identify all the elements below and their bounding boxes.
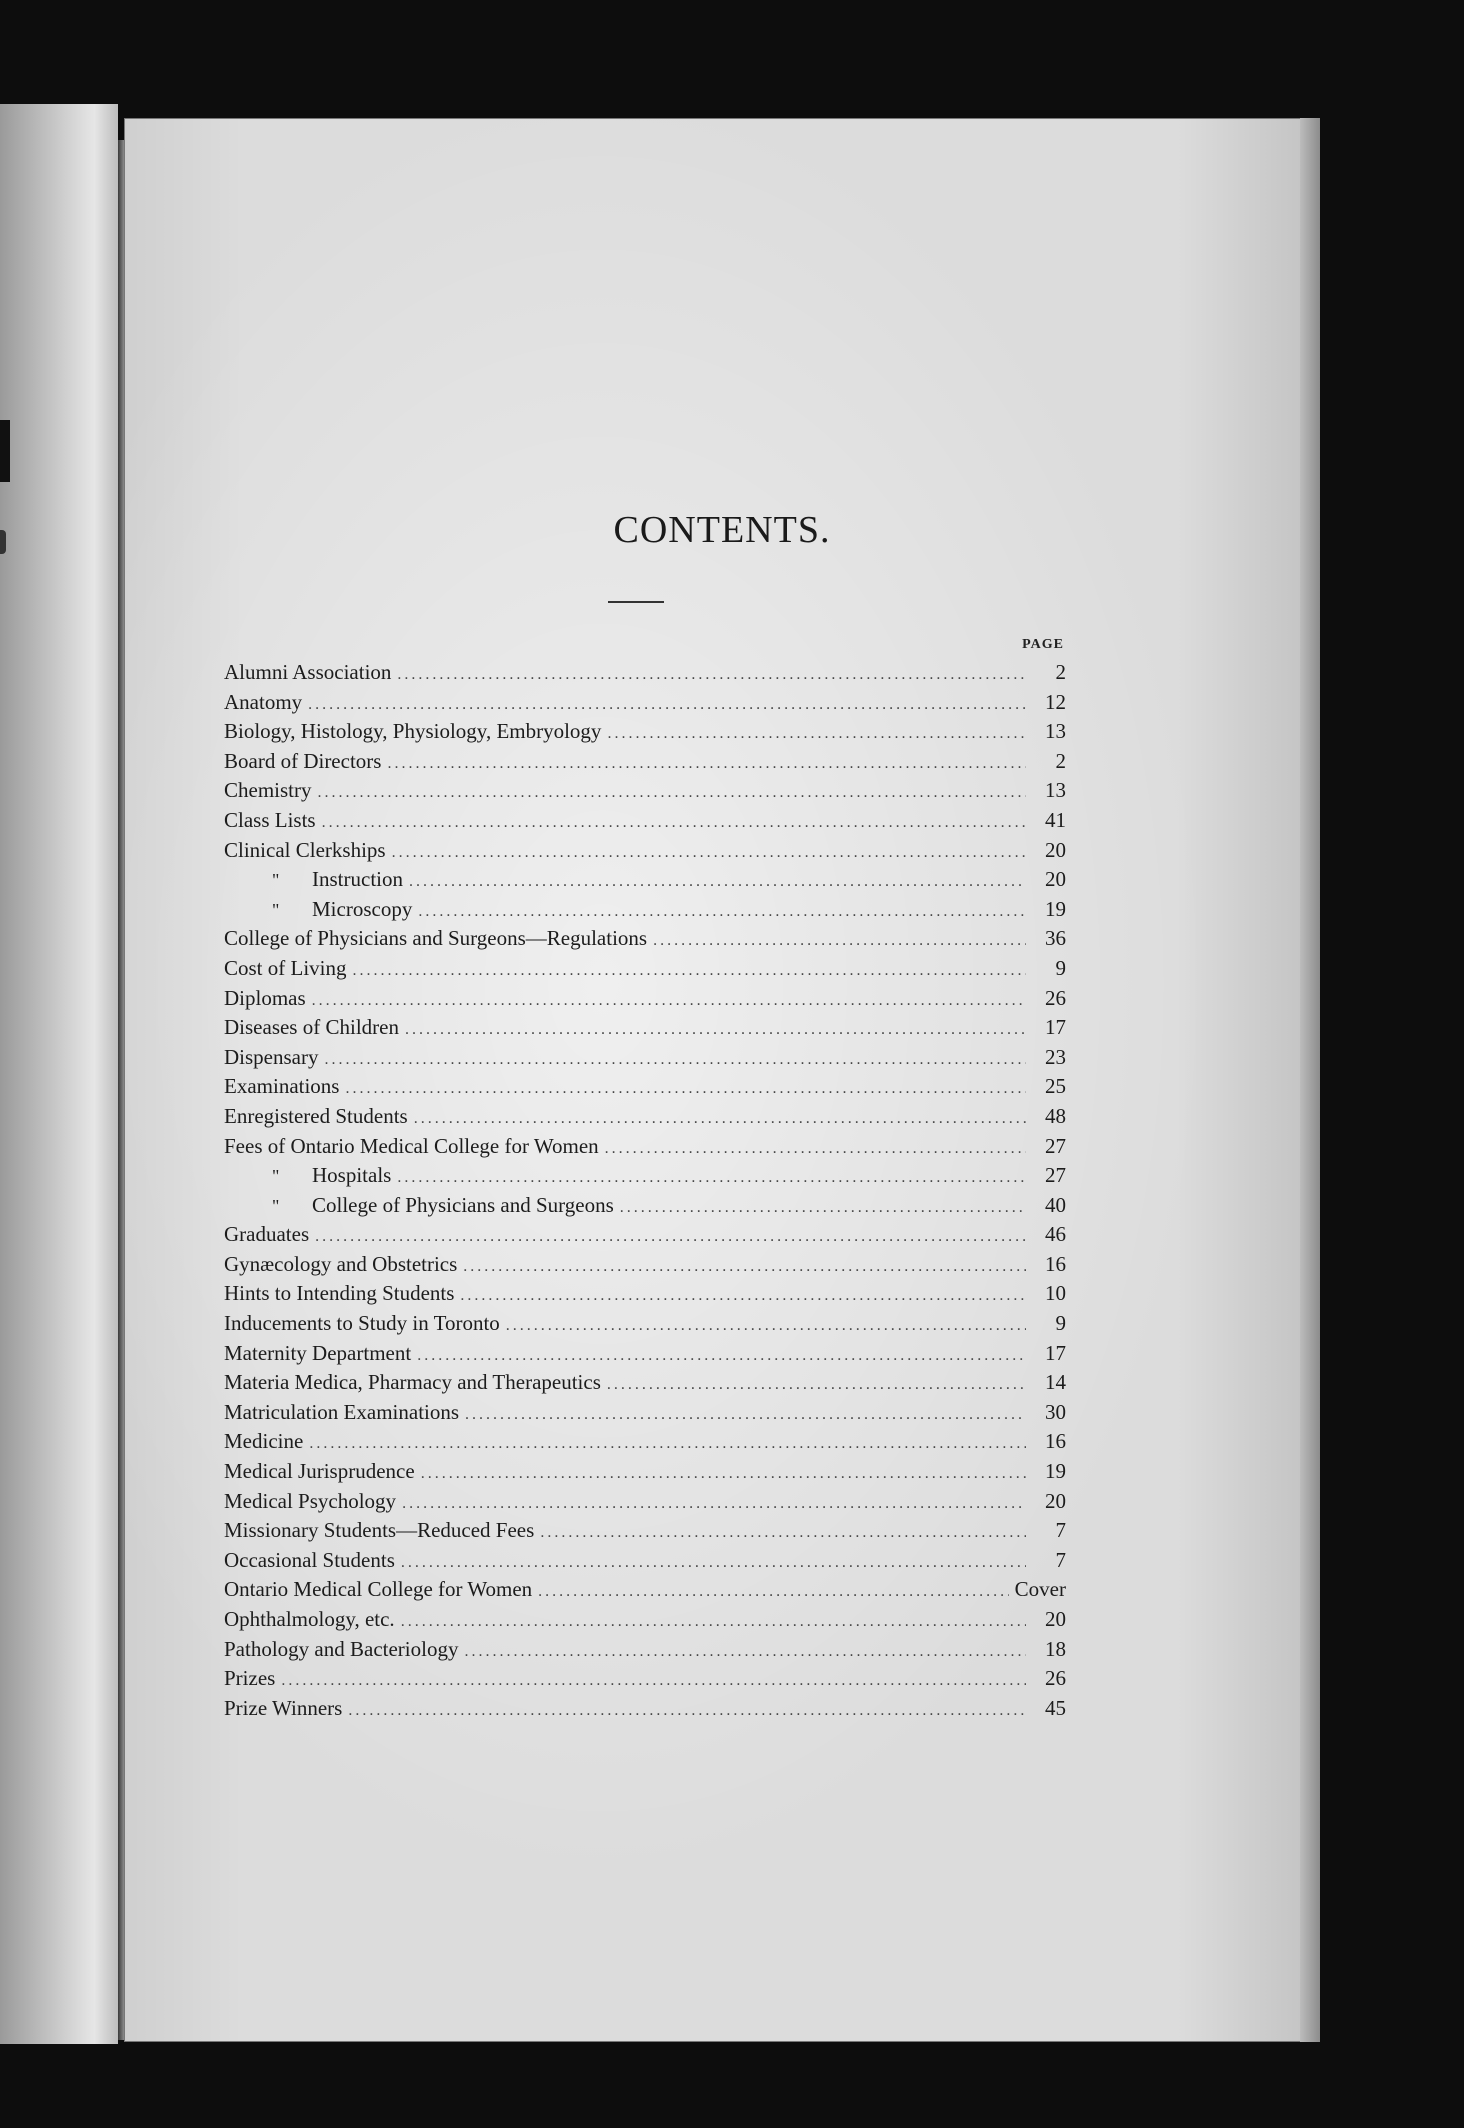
dot-leader: [421, 1465, 1026, 1483]
toc-entry-page: 17: [1045, 1340, 1066, 1365]
toc-entry: [224, 1577, 1066, 1607]
dot-leader: [309, 1435, 1026, 1453]
toc-entry-text: Medical Jurisprudence: [224, 1459, 415, 1484]
toc-entry-label: [224, 1696, 342, 1721]
toc-entry-label: [224, 1548, 395, 1573]
dot-leader: [607, 725, 1026, 743]
dot-leader: [405, 1021, 1026, 1039]
toc-entry-text: Enregistered Students: [224, 1103, 408, 1128]
toc-entry: [224, 1193, 1066, 1223]
toc-entry-text: Hints to Intending Students: [224, 1281, 455, 1306]
page-title: CONTENTS.: [613, 509, 831, 551]
dot-leader: [414, 1110, 1026, 1128]
toc-entry-label: [224, 1281, 454, 1306]
toc-entry-label: [224, 778, 312, 803]
toc-entry-label: [224, 1666, 275, 1691]
toc-entry: [224, 1015, 1066, 1045]
dot-leader: [324, 1051, 1026, 1069]
toc-entry-label: [224, 719, 601, 744]
toc-entry: [224, 1607, 1066, 1637]
toc-entry: [224, 926, 1066, 956]
toc-entry-text: Fees of Ontario Medical College for Women: [224, 1133, 599, 1158]
toc-entry: [224, 1429, 1066, 1459]
toc-entry-text: Missionary Students—Reduced Fees: [224, 1518, 535, 1543]
dot-leader: [418, 903, 1026, 921]
dot-leader: [653, 932, 1026, 950]
toc-entry-page: 30: [1045, 1399, 1066, 1424]
toc-entry: [224, 1311, 1066, 1341]
toc-entry-page: 46: [1045, 1222, 1066, 1247]
toc-entry-page: 27: [1045, 1133, 1066, 1158]
toc-entry: [224, 690, 1066, 720]
dot-leader: [402, 1495, 1026, 1513]
dot-leader: [318, 784, 1027, 802]
toc-entry-text: College of Physicians and Surgeons—Regulations: [224, 926, 648, 951]
toc-entry-label: [224, 897, 412, 922]
dot-leader: [506, 1317, 1026, 1335]
toc-entry-page: 19: [1045, 896, 1066, 921]
toc-entry: [224, 808, 1066, 838]
dot-leader: [397, 1169, 1026, 1187]
toc-entry-label: [224, 956, 347, 981]
ditto-mark: ": [272, 1166, 280, 1187]
toc-entry-text: Examinations: [224, 1074, 340, 1099]
toc-entry-page: Cover: [1014, 1577, 1066, 1602]
toc-entry: [224, 1074, 1066, 1104]
toc-entry-label: [224, 1370, 601, 1395]
dot-leader: [308, 696, 1026, 714]
toc-entry-page: 40: [1045, 1192, 1066, 1217]
toc-entry: [224, 1459, 1066, 1489]
toc-entry: [224, 1134, 1066, 1164]
toc-entry-text: Microscopy: [312, 896, 413, 921]
toc-entry-label: [224, 838, 386, 863]
toc-entry: [224, 897, 1066, 927]
facing-page-ink-mark: [0, 530, 6, 554]
toc-entry-page: 10: [1045, 1281, 1066, 1306]
toc-entry-label: [224, 660, 391, 685]
toc-entry: [224, 1370, 1066, 1400]
dot-leader: [315, 1228, 1026, 1246]
toc-entry-label: [224, 1459, 415, 1484]
table-of-contents: [224, 660, 1066, 1725]
toc-entry: [224, 1281, 1066, 1311]
toc-entry: [224, 1696, 1066, 1726]
dot-leader: [281, 1672, 1026, 1690]
toc-entry-text: Materia Medica, Pharmacy and Therapeutics: [224, 1370, 601, 1395]
toc-entry-label: [224, 690, 302, 715]
toc-entry-label: [224, 808, 316, 833]
toc-entry-label: [224, 1489, 396, 1514]
page-column-header: PAGE: [1022, 637, 1064, 652]
toc-entry-page: 25: [1045, 1074, 1066, 1099]
dot-leader: [605, 1140, 1026, 1158]
toc-entry-label: [224, 867, 403, 892]
toc-entry: [224, 986, 1066, 1016]
toc-entry-page: 7: [1055, 1518, 1066, 1543]
toc-entry-label: [224, 1074, 339, 1099]
toc-entry-page: 45: [1045, 1695, 1066, 1720]
toc-entry-page: 20: [1045, 837, 1066, 862]
dot-leader: [348, 1702, 1026, 1720]
dot-leader: [387, 755, 1026, 773]
toc-entry-text: Ophthalmology, etc.: [224, 1607, 395, 1631]
toc-entry-label: [224, 749, 381, 774]
dot-leader: [460, 1287, 1026, 1305]
toc-entry-label: [224, 1311, 500, 1336]
toc-entry-text: Ontario Medical College for Women: [224, 1577, 533, 1602]
toc-entry: [224, 1341, 1066, 1371]
toc-entry-text: Cost of Living: [224, 955, 347, 980]
dot-leader: [463, 1258, 1026, 1276]
toc-entry-text: Maternity Department: [224, 1340, 412, 1365]
toc-entry-label: [224, 1222, 309, 1247]
toc-entry-page: 7: [1055, 1547, 1066, 1572]
toc-entry-page: 16: [1045, 1251, 1066, 1276]
toc-entry-text: Anatomy: [224, 689, 303, 714]
toc-entry-page: 20: [1045, 1488, 1066, 1513]
toc-entry: [224, 1548, 1066, 1578]
dot-leader: [409, 873, 1026, 891]
toc-entry-text: Inducements to Study in Toronto: [224, 1311, 500, 1336]
toc-entry-page: 9: [1055, 955, 1066, 980]
toc-entry-page: 27: [1045, 1163, 1066, 1188]
toc-entry-label: [224, 926, 647, 951]
dot-leader: [401, 1613, 1026, 1631]
toc-entry: [224, 1163, 1066, 1193]
toc-entry-label: [224, 1193, 614, 1218]
toc-entry-label: [224, 1429, 303, 1454]
toc-entry: [224, 867, 1066, 897]
toc-entry-page: 48: [1045, 1103, 1066, 1128]
toc-entry-label: [224, 1252, 457, 1277]
dot-leader: [345, 1080, 1026, 1098]
toc-entry-label: [224, 1577, 532, 1602]
toc-entry-label: [224, 1341, 411, 1366]
ditto-mark: ": [272, 870, 280, 891]
toc-entry-text: Gynæcology and Obstetrics: [224, 1251, 458, 1276]
toc-entry-page: 26: [1045, 1666, 1066, 1691]
toc-entry-page: 16: [1045, 1429, 1066, 1454]
toc-entry-text: Medicine: [224, 1429, 304, 1454]
toc-entry: [224, 1252, 1066, 1282]
dot-leader: [465, 1406, 1026, 1424]
toc-entry-page: 19: [1045, 1459, 1066, 1484]
toc-entry-label: [224, 1637, 458, 1662]
toc-entry-text: College of Physicians and Surgeons: [312, 1192, 614, 1217]
toc-entry-label: [224, 1104, 408, 1129]
dot-leader: [538, 1583, 1009, 1601]
toc-entry: [224, 1045, 1066, 1075]
toc-entry-page: 36: [1045, 926, 1066, 951]
toc-entry-text: Graduates: [224, 1222, 310, 1247]
toc-entry-page: 13: [1045, 719, 1066, 744]
toc-entry: [224, 1637, 1066, 1667]
toc-entry: [224, 660, 1066, 690]
toc-entry-text: Matriculation Examinations: [224, 1399, 460, 1424]
toc-entry-text: Dispensary: [224, 1044, 319, 1069]
toc-entry-page: 23: [1045, 1044, 1066, 1069]
toc-entry-page: 41: [1045, 807, 1066, 832]
toc-entry-label: [224, 986, 306, 1011]
dot-leader: [312, 992, 1026, 1010]
toc-entry-label: [224, 1045, 318, 1070]
toc-entry: [224, 1489, 1066, 1519]
toc-entry-page: 2: [1055, 748, 1066, 773]
toc-entry-text: Biology, Histology, Physiology, Embryology: [224, 719, 602, 744]
title-rule: [608, 601, 664, 603]
toc-entry-text: Board of Directors: [224, 748, 382, 773]
toc-entry-page: 26: [1045, 985, 1066, 1010]
facing-page-ink-mark: [0, 420, 10, 482]
toc-entry-label: [224, 1400, 459, 1425]
toc-entry-text: Clinical Clerkships: [224, 837, 386, 862]
toc-entry: [224, 1400, 1066, 1430]
toc-entry-label: [224, 1134, 599, 1159]
toc-entry: [224, 1666, 1066, 1696]
toc-entry-text: Diseases of Children: [224, 1015, 399, 1040]
dot-leader: [392, 844, 1026, 862]
dot-leader: [540, 1524, 1026, 1542]
toc-entry: [224, 1104, 1066, 1134]
toc-entry-label: [224, 1518, 534, 1543]
toc-entry-page: 9: [1055, 1311, 1066, 1336]
dot-leader: [322, 814, 1026, 832]
toc-entry-page: 2: [1055, 660, 1066, 684]
dot-leader: [397, 666, 1026, 684]
toc-entry: [224, 1518, 1066, 1548]
toc-entry-text: Chemistry: [224, 778, 312, 803]
toc-entry-label: [224, 1607, 395, 1632]
dot-leader: [401, 1554, 1026, 1572]
dot-leader: [620, 1199, 1026, 1217]
page-edge-shadow: [1300, 118, 1320, 2042]
toc-entry-label: [224, 1163, 391, 1188]
toc-entry: [224, 956, 1066, 986]
toc-entry-page: 20: [1045, 867, 1066, 892]
toc-entry-text: Class Lists: [224, 807, 316, 832]
toc-entry-page: 17: [1045, 1015, 1066, 1040]
toc-entry: [224, 1222, 1066, 1252]
dot-leader: [353, 962, 1026, 980]
toc-entry-page: 18: [1045, 1636, 1066, 1661]
dot-leader: [464, 1643, 1026, 1661]
toc-entry-page: 20: [1045, 1607, 1066, 1631]
toc-entry: [224, 778, 1066, 808]
toc-entry-text: Hospitals: [312, 1163, 392, 1188]
toc-entry-text: Pathology and Bacteriology: [224, 1636, 459, 1661]
toc-entry-text: Prizes: [224, 1666, 276, 1691]
toc-entry-page: 12: [1045, 689, 1066, 714]
toc-entry-text: Diplomas: [224, 985, 306, 1010]
toc-entry-page: 13: [1045, 778, 1066, 803]
toc-entry-text: Instruction: [312, 867, 403, 892]
toc-entry-text: Medical Psychology: [224, 1488, 397, 1513]
dot-leader: [607, 1376, 1026, 1394]
contents-page: [124, 118, 1320, 2042]
toc-entry: [224, 749, 1066, 779]
dot-leader: [417, 1347, 1026, 1365]
toc-entry: [224, 719, 1066, 749]
toc-entry-text: Alumni Association: [224, 660, 392, 684]
ditto-mark: ": [272, 1195, 280, 1216]
facing-page-edge: [0, 104, 118, 2044]
toc-entry-text: Prize Winners: [224, 1695, 343, 1720]
toc-entry-text: Occasional Students: [224, 1547, 395, 1572]
ditto-mark: ": [272, 899, 280, 920]
toc-entry-label: [224, 1015, 399, 1040]
toc-entry-page: 14: [1045, 1370, 1066, 1395]
toc-entry: [224, 838, 1066, 868]
